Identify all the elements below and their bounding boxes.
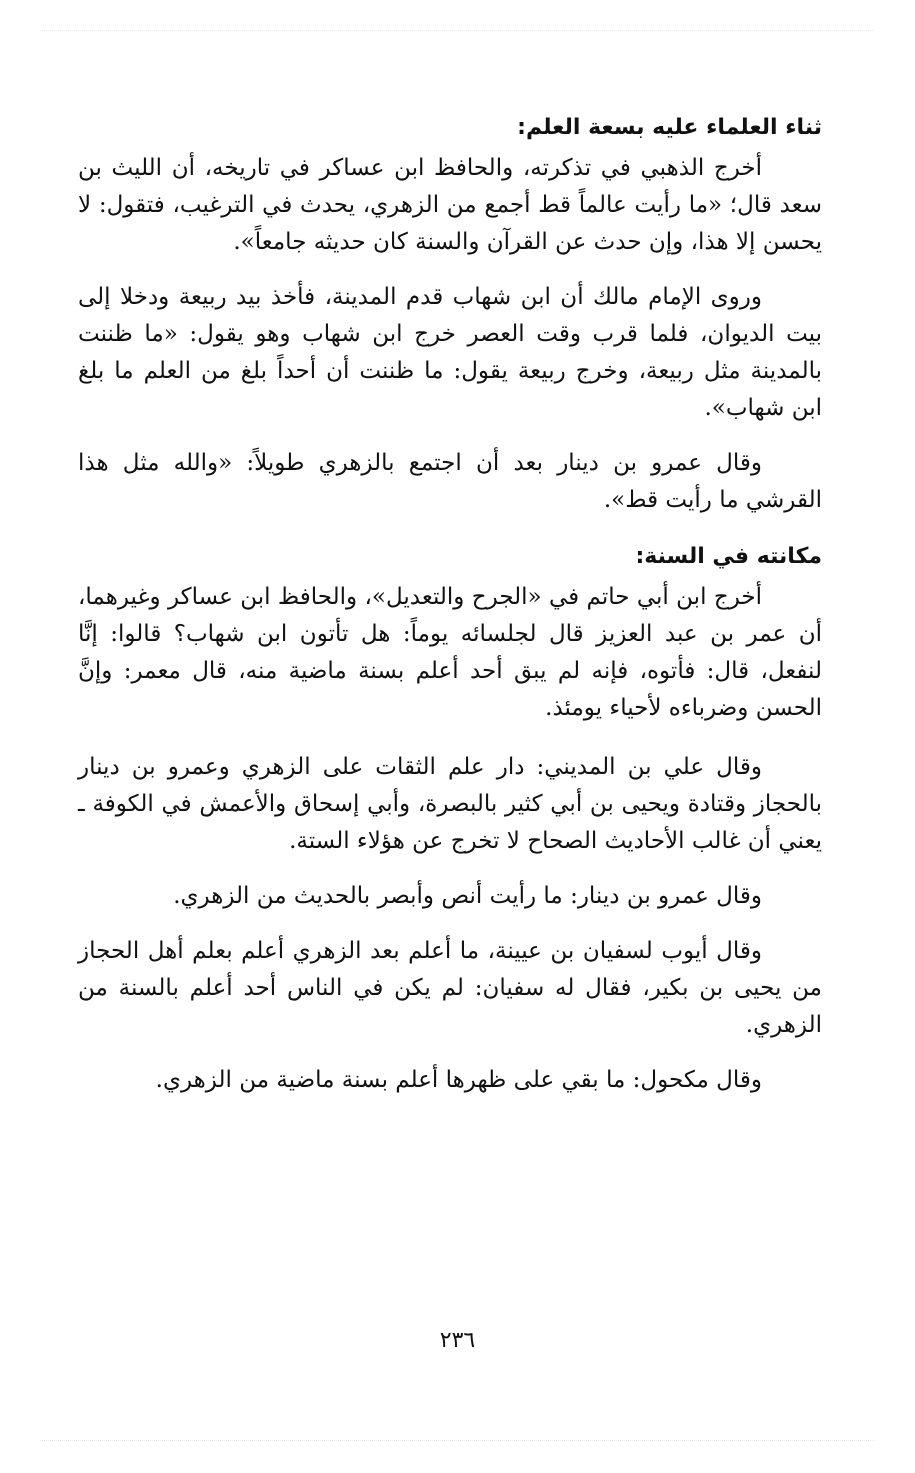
scan-edge-bottom <box>40 1440 875 1442</box>
paragraph-amr-dinar: وقال عمرو بن دينار: ما رأيت أنص وأبصر بالحديث من الزهري. <box>173 883 762 909</box>
scan-edge-top <box>40 30 875 32</box>
paragraph-dhahabi-layth: أخرج الذهبي في تذكرته، والحافظ ابن عساكر في تاريخه، أن الليث بن سعد قال؛ «ما رأيت عالماً قط أجمع من الزهري، يحدث في الترغيب، فتقول: لا يحسن إلا هذا، وإن حدث عن القرآن والسنة كان حديثه جامعاً». <box>78 155 822 255</box>
paragraph-ayyub-sufyan: وقال أيوب لسفيان بن عيينة، ما أعلم بعد الزهري أعلم بعلم أهل الحجاز من يحيى بن بكير، فقال له سفيان: لم يكن في الناس أحد أعلم بالسنة من الزهري. <box>78 938 822 1038</box>
section-heading-scholars-praise: ثناء العلماء عليه بسعة العلم: <box>517 115 822 140</box>
section-heading-status-in-sunnah: مكانته في السنة: <box>635 544 822 569</box>
paragraph-umar-abdulaziz: أخرج ابن أبي حاتم في «الجرح والتعديل»، والحافظ ابن عساكر وغيرهما، أن عمر بن عبد العزيز قال لجلسائه يوماً: هل تأتون ابن شهاب؟ قالوا: إنَّا لنفعل، قال: فأتوه، فإنه لم يبق أحد أعلم بسنة ماضية منه، قال معمر: وإنَّ الحسن وضرباءه لأحياء يومئذ. <box>78 584 822 721</box>
paragraph-amr-qurashi: وقال عمرو بن دينار بعد أن اجتمع بالزهري طويلاً: «والله مثل هذا القرشي ما رأيت قط». <box>78 450 822 513</box>
page-number: ٢٣٦ <box>439 1328 476 1353</box>
paragraph-malik-rabia: وروى الإمام مالك أن ابن شهاب قدم المدينة، فأخذ بيد ربيعة ودخلا إلى بيت الديوان، فلما قرب وقت العصر خرج ابن شهاب وهو يقول: «ما ظننت بالمدينة مثل ربيعة، وخرج ربيعة يقول: ما ظننت أن أحداً بلغ من العلم ما بلغ ابن شهاب». <box>78 284 822 421</box>
paragraph-ali-madini: وقال علي بن المديني: دار علم الثقات على الزهري وعمرو بن دينار بالحجاز وقتادة ويحيى بن أبي كثير بالبصرة، وأبي إسحاق والأعمش في الكوفة ـ يعني أن غالب الأحاديث الصحاح لا تخرج عن هؤلاء الستة. <box>78 754 822 854</box>
book-page-body <box>78 110 822 1099</box>
paragraph-makhul: وقال مكحول: ما بقي على ظهرها أعلم بسنة ماضية من الزهري. <box>155 1067 762 1093</box>
